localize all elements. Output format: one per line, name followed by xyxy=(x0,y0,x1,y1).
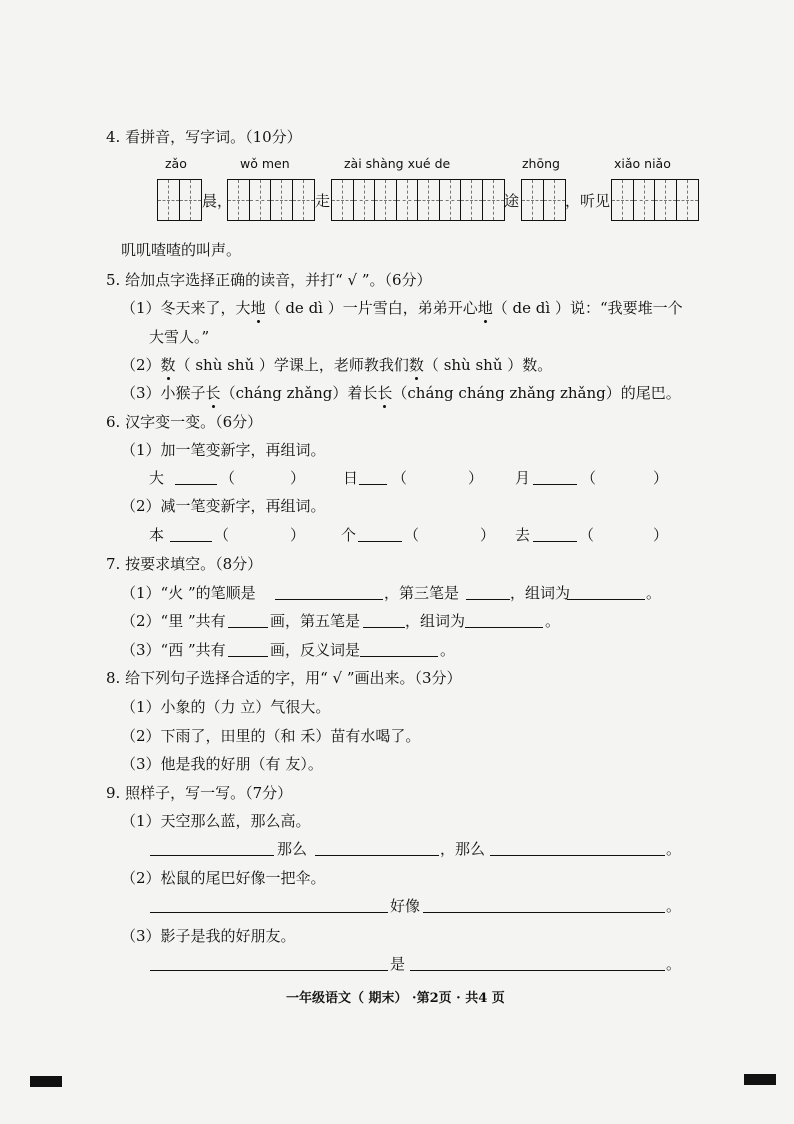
q6-row2-char3: 去 xyxy=(515,526,531,544)
dotted-char: 地 xyxy=(250,299,266,317)
q6-sub1: （1）加一笔变新字，再组词。 xyxy=(121,441,326,459)
dotted-char: 数 xyxy=(160,356,176,374)
char-zou: 走 xyxy=(315,192,331,210)
q4-title: 4. 看拼音，写字词。（10分） xyxy=(106,128,302,146)
blank-line[interactable] xyxy=(150,897,388,913)
q7-l1-a: （1）“火 ”的笔顺是 xyxy=(121,584,256,602)
blank-line[interactable] xyxy=(465,612,543,628)
blank-line[interactable] xyxy=(490,840,665,856)
dotted-char: 长 xyxy=(205,384,221,402)
pinyin-women: wǒ men xyxy=(240,156,290,171)
q8-l1: （1）小象的（力 立）气很大。 xyxy=(121,698,331,716)
blank-line[interactable] xyxy=(567,584,645,600)
q6-row2-char2: 个 xyxy=(341,526,357,544)
q9-title: 9. 照样子，写一写。（7分） xyxy=(106,784,293,802)
q8-l2: （2）下雨了，田里的（和 禾）苗有水喝了。 xyxy=(121,727,421,745)
q5-item3: （3）小猴子长（cháng zhǎng）着长长（cháng cháng zhǎng zhǎng）的尾巴。 xyxy=(121,384,681,402)
blank-line[interactable] xyxy=(170,526,212,542)
blank-line[interactable] xyxy=(228,641,268,657)
q9-ex1: （1）天空那么蓝，那么高。 xyxy=(121,812,311,830)
q6-row2-char1: 本 xyxy=(149,526,165,544)
q9-ex2: （2）松鼠的尾巴好像一把伞。 xyxy=(121,869,326,887)
q5-title: 5. 给加点字选择正确的读音，并打“ √ ”。（6分） xyxy=(106,271,432,289)
char-tingjian: ，听见 xyxy=(565,192,611,210)
q7-l2-a: （2）“里 ”共有 xyxy=(121,612,226,630)
blank-line[interactable] xyxy=(150,955,388,971)
blank-line[interactable] xyxy=(358,526,402,542)
registration-mark xyxy=(744,1074,776,1085)
pinyin-zhong: zhōng xyxy=(522,156,560,171)
answer-grid-xiaoniao[interactable] xyxy=(611,179,699,221)
q6-row1-char2: 日 xyxy=(343,469,359,487)
dotted-char: 数 xyxy=(408,356,424,374)
blank-line[interactable] xyxy=(466,584,510,600)
pinyin-xiaoniao: xiǎo niǎo xyxy=(614,156,671,171)
q6-sub2: （2）减一笔变新字，再组词。 xyxy=(121,497,326,515)
blank-line[interactable] xyxy=(360,641,438,657)
blank-line[interactable] xyxy=(315,840,439,856)
char-chen: 晨， xyxy=(202,192,233,210)
answer-grid-zaishangxuede[interactable] xyxy=(331,179,505,221)
q8-title: 8. 给下列句子选择合适的字，用“ √ ”画出来。（3分） xyxy=(106,669,462,687)
answer-grid-zao[interactable] xyxy=(157,179,202,221)
answer-grid-women[interactable] xyxy=(227,179,315,221)
q5-item1-cont: 大雪人。” xyxy=(149,328,210,346)
q7-l3-a: （3）“西 ”共有 xyxy=(121,641,226,659)
blank-line[interactable] xyxy=(423,897,665,913)
q8-l3: （3）他是我的好朋（有 友）。 xyxy=(121,755,323,773)
blank-line[interactable] xyxy=(533,469,577,485)
registration-mark xyxy=(30,1076,62,1087)
page-footer: 一年级语文（ 期末） ·第2页 · 共4 页 xyxy=(286,991,505,1006)
q6-row1-char1: 大 xyxy=(149,469,165,487)
blank-line[interactable] xyxy=(410,955,665,971)
blank-line[interactable] xyxy=(359,469,387,485)
blank-line[interactable] xyxy=(150,840,274,856)
blank-line[interactable] xyxy=(275,584,383,600)
blank-line[interactable] xyxy=(228,612,268,628)
q5-item2: （2）数（ shù shǔ ）学课上，老师教我们数（ shù shǔ ）数。 xyxy=(121,356,553,374)
q5-item1: （1）冬天来了，大地（ de dì ）一片雪白，弟弟开心地（ de dì ）说：“我要堆一个 xyxy=(121,299,683,317)
pinyin-zao: zǎo xyxy=(165,156,187,171)
blank-line[interactable] xyxy=(363,612,405,628)
q4-continuation: 叽叽喳喳的叫声。 xyxy=(121,241,242,259)
q6-title: 6. 汉字变一变。（6分） xyxy=(106,413,263,431)
dotted-char: 长 xyxy=(377,384,393,402)
blank-line[interactable] xyxy=(533,526,577,542)
q6-row1-char3: 月 xyxy=(515,469,531,487)
blank-line[interactable] xyxy=(175,469,217,485)
char-tu: 途 xyxy=(504,192,520,210)
answer-grid-zhong[interactable] xyxy=(521,179,566,221)
dotted-char: 地 xyxy=(477,299,493,317)
q9-ex3: （3）影子是我的好朋友。 xyxy=(121,927,296,945)
pinyin-zaishangxuede: zài shàng xué de xyxy=(344,156,451,171)
q7-title: 7. 按要求填空。（8分） xyxy=(106,555,263,573)
